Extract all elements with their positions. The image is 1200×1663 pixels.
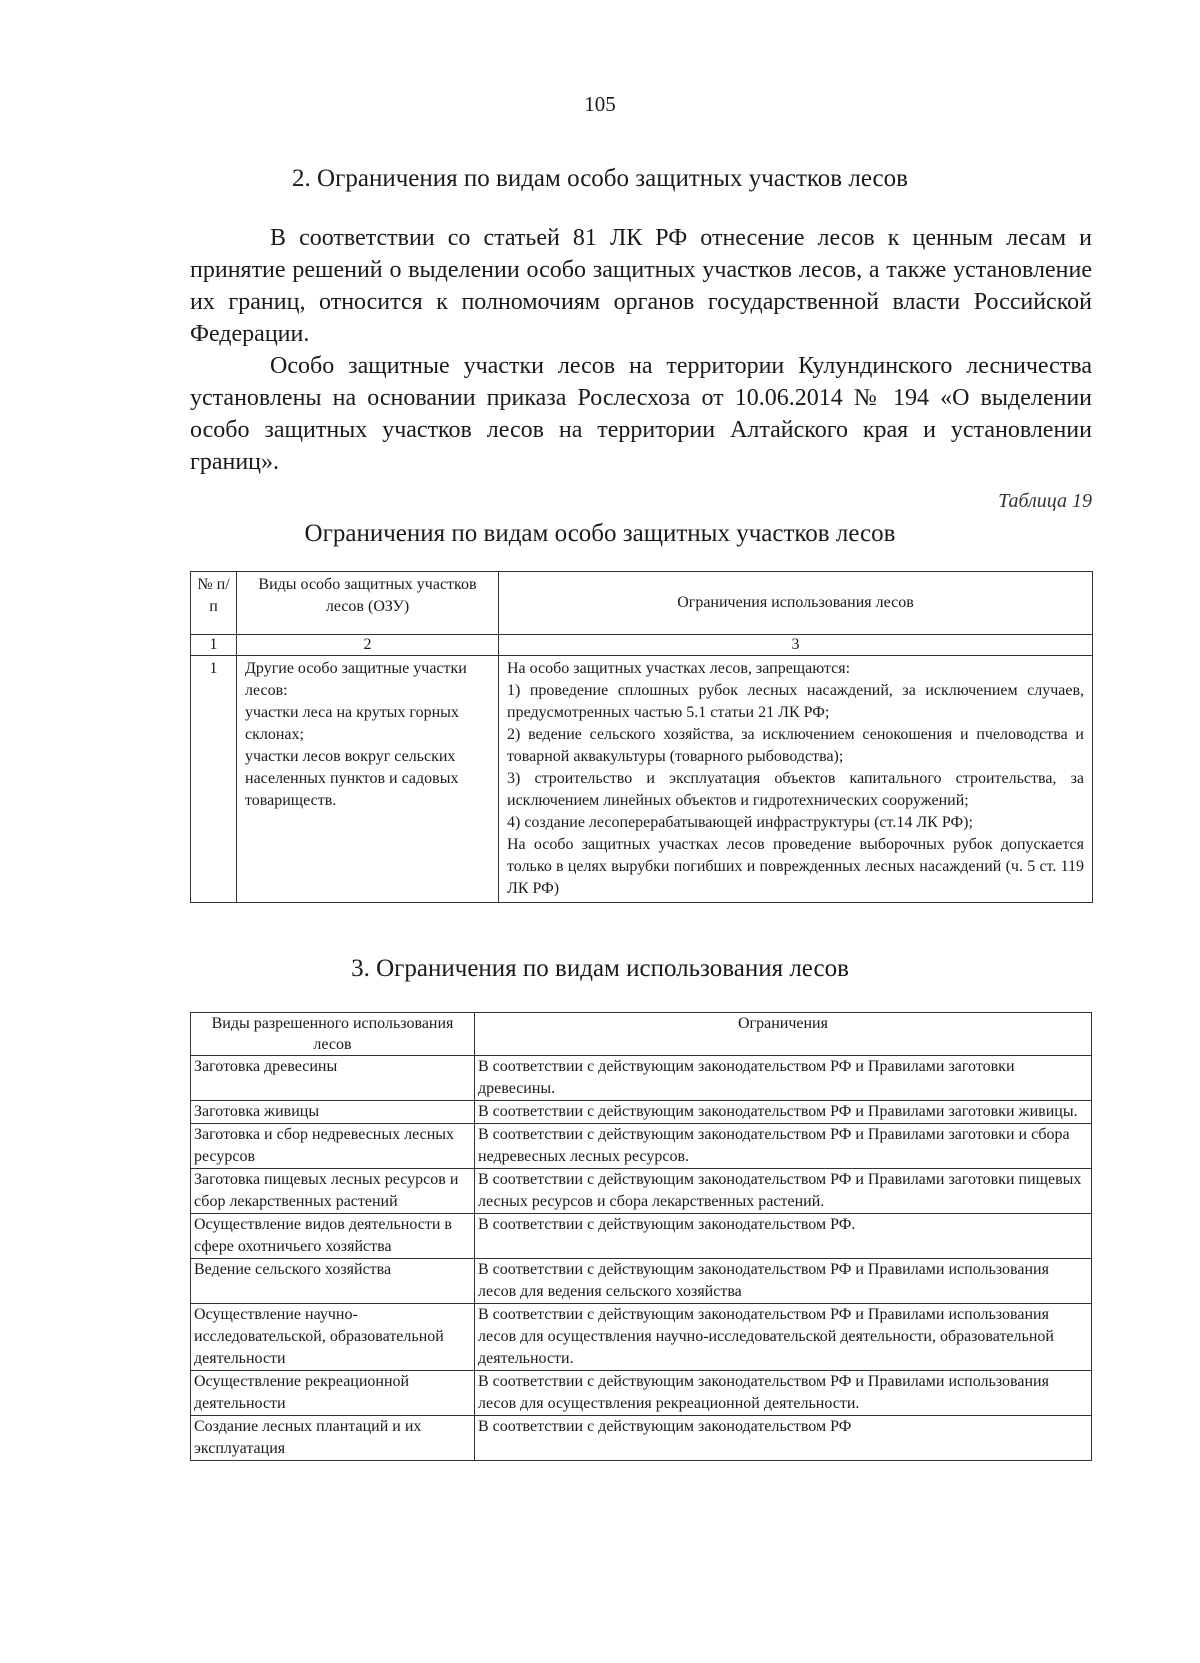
table-19-header-row	[191, 572, 1093, 635]
section-3-title: 3. Ограничения по видам использования лесов	[351, 955, 849, 982]
restriction-line: 2) ведение сельского хозяйства, за исключением сенокошения и пчеловодства и товарной аквакультуры (товарного рыбоводства);	[507, 726, 1084, 765]
use-restriction-cell: В соответствии с действующим законодательством РФ и Правилами использования лесов для осуществления рекреационной деятельности.	[475, 1371, 1092, 1416]
use-restriction-cell: В соответствии с действующим законодательством РФ и Правилами заготовки древесины.	[475, 1056, 1092, 1101]
restriction-line: 1) проведение сплошных рубок лесных насаждений, за исключением случаев, предусмотренных частью 5.1 статьи 21 ЛК РФ;	[507, 682, 1084, 721]
header-use-restrictions: Ограничения	[475, 1013, 1092, 1056]
use-restriction-cell: В соответствии с действующим законодательством РФ и Правилами заготовки живицы.	[475, 1101, 1092, 1124]
table-19-title: Ограничения по видам особо защитных участков лесов	[304, 520, 896, 547]
restriction-line: 3) строительство и эксплуатация объектов капитального строительства, за исключением линейных объектов и гидротехнических сооружений;	[507, 770, 1084, 809]
ozu-types-cell	[237, 656, 499, 903]
column-number-3: 3	[499, 635, 1093, 656]
row-number: 1	[191, 656, 237, 903]
ozu-type-line: участки леса на крутых горных склонах;	[245, 704, 459, 743]
table-row	[191, 656, 1093, 903]
use-type-cell: Осуществление рекреационной деятельности	[191, 1371, 475, 1416]
table-row	[191, 1101, 1092, 1124]
use-restriction-cell: В соответствии с действующим законодательством РФ	[475, 1416, 1092, 1461]
table-row	[191, 1056, 1092, 1101]
ozu-type-line: Другие особо защитные участки лесов:	[245, 660, 467, 699]
header-use-types: Виды разрешенного использования лесов	[191, 1013, 475, 1056]
column-number-1: 1	[191, 635, 237, 656]
use-type-cell: Создание лесных плантаций и их эксплуатация	[191, 1416, 475, 1461]
use-restriction-cell: В соответствии с действующим законодательством РФ и Правилами заготовки и сбора недревесных лесных ресурсов.	[475, 1124, 1092, 1169]
use-restriction-cell: В соответствии с действующим законодательством РФ и Правилами использования лесов для осуществления научно-исследовательской деятельности, образовательной деятельности.	[475, 1304, 1092, 1371]
page-number: 105	[584, 92, 616, 116]
restriction-line: 4) создание лесоперерабатывающей инфраструктуры (ст.14 ЛК РФ);	[507, 814, 973, 831]
use-restriction-cell: В соответствии с действующим законодательством РФ.	[475, 1214, 1092, 1259]
section-2-paragraph-1: В соответствии со статьей 81 ЛК РФ отнесение лесов к ценным лесам и принятие решений о выделении особо защитных участков лесов, а также установление их границ, относится к полномочиям органов государственной власти Российской Федерации.	[190, 225, 1092, 347]
use-restriction-cell: В соответствии с действующим законодательством РФ и Правилами заготовки пищевых лесных ресурсов и сбора лекарственных растений.	[475, 1169, 1092, 1214]
restrictions-cell	[499, 656, 1093, 903]
table-row	[191, 1304, 1092, 1371]
header-ozu-types: Виды особо защитных участков лесов (ОЗУ)	[237, 572, 499, 635]
restriction-line: На особо защитных участках лесов проведение выборочных рубок допускается только в целях вырубки погибших и поврежденных лесных насаждений (ч. 5 ст. 119 ЛК РФ)	[507, 836, 1084, 897]
table-forest-use	[190, 1012, 1092, 1461]
table-label: Таблица 19	[998, 490, 1092, 512]
table-19-column-numbers-row	[191, 635, 1093, 656]
use-type-cell: Заготовка живицы	[191, 1101, 475, 1124]
table-row	[191, 1259, 1092, 1304]
use-type-cell: Осуществление видов деятельности в сфере охотничьего хозяйства	[191, 1214, 475, 1259]
table-row	[191, 1416, 1092, 1461]
table-row	[191, 1214, 1092, 1259]
table-row	[191, 1371, 1092, 1416]
section-2-paragraph-2: Особо защитные участки лесов на территории Кулундинского лесничества установлены на основании приказа Рослесхоза от 10.06.2014 № 194 «О выделении особо защитных участков лесов на территории Алтайского края и установлении границ».	[190, 353, 1092, 475]
header-restrictions: Ограничения использования лесов	[499, 572, 1093, 635]
table-row	[191, 1124, 1092, 1169]
table-forest-use-header-row	[191, 1013, 1092, 1056]
table-row	[191, 1169, 1092, 1214]
use-type-cell: Осуществление научно-исследовательской, образовательной деятельности	[191, 1304, 475, 1371]
use-restriction-cell: В соответствии с действующим законодательством РФ и Правилами использования лесов для ведения сельского хозяйства	[475, 1259, 1092, 1304]
use-type-cell: Заготовка древесины	[191, 1056, 475, 1101]
section-2-title: 2. Ограничения по видам особо защитных участков лесов	[292, 165, 908, 192]
use-type-cell: Заготовка и сбор недревесных лесных ресурсов	[191, 1124, 475, 1169]
use-type-cell: Ведение сельского хозяйства	[191, 1259, 475, 1304]
restriction-line: На особо защитных участках лесов, запрещаются:	[507, 660, 851, 677]
header-number: № п/п	[191, 572, 237, 635]
use-type-cell: Заготовка пищевых лесных ресурсов и сбор лекарственных растений	[191, 1169, 475, 1214]
column-number-2: 2	[237, 635, 499, 656]
ozu-type-line: участки лесов вокруг сельских населенных пунктов и садовых товариществ.	[245, 748, 459, 809]
table-19	[190, 571, 1093, 903]
